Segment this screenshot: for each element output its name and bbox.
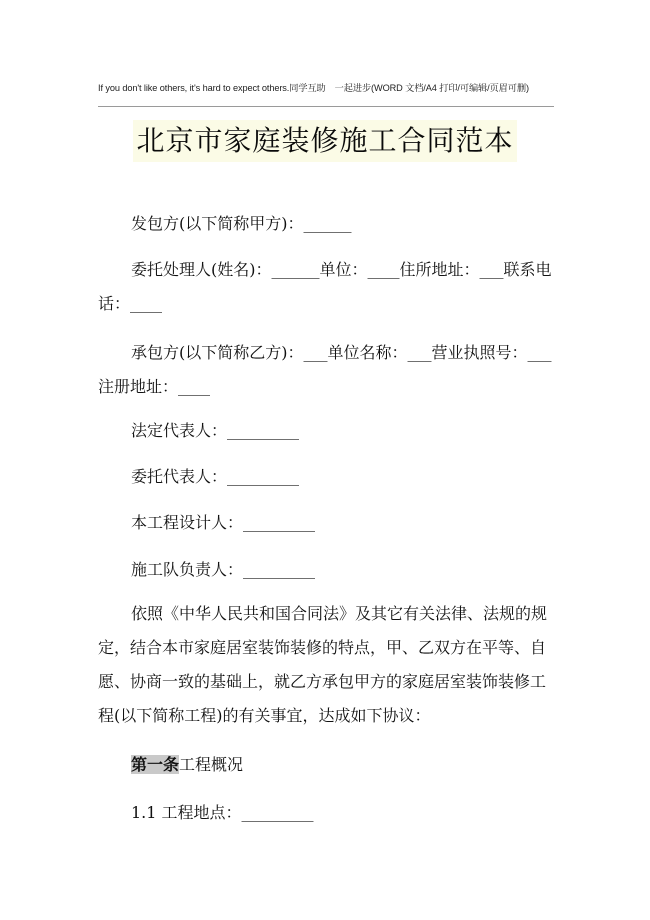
preamble-paragraph: 依照《中华人民共和国合同法》及其它有关法律、法规的规定，结合本市家庭居室装饰装修的特点，甲、乙双方在平等、自愿、协商一致的基础上，就乙方承包甲方的家庭居室装饰装修工程(以下简称工程)的有关事宜，达成如下协议： [98,604,548,725]
document-title-container [0,120,650,162]
article-one-heading [98,748,554,782]
article-one-title: 工程概况 [179,755,244,774]
party-a-line: 发包方(以下简称甲方)：______ [131,214,352,233]
page-header-text: If you don't like others, it's hard to expect others.同学互助 一起进步(WORD 文档/A4 打印/可编辑/页眉可删) [98,83,529,93]
article-one-label: 第一条 [131,755,180,774]
designer-line: 本工程设计人：_________ [131,513,316,532]
party-b-paragraph: 承包方(以下简称乙方)：___单位名称：___营业执照号：___注册地址：____ [98,343,552,396]
legal-representative-line: 法定代表人：_________ [131,421,300,440]
document-title: 北京市家庭装修施工合同范本 [133,120,516,162]
authorized-representative-line: 委托代表人：_________ [131,467,300,486]
agent-info-paragraph: 委托处理人(姓名)：______单位：____住所地址：___联系电话：____ [98,260,552,313]
construction-leader-line: 施工队负责人：_________ [131,560,316,579]
header-divider [98,106,554,107]
project-location-line: 1.1 工程地点：_________ [131,803,314,822]
